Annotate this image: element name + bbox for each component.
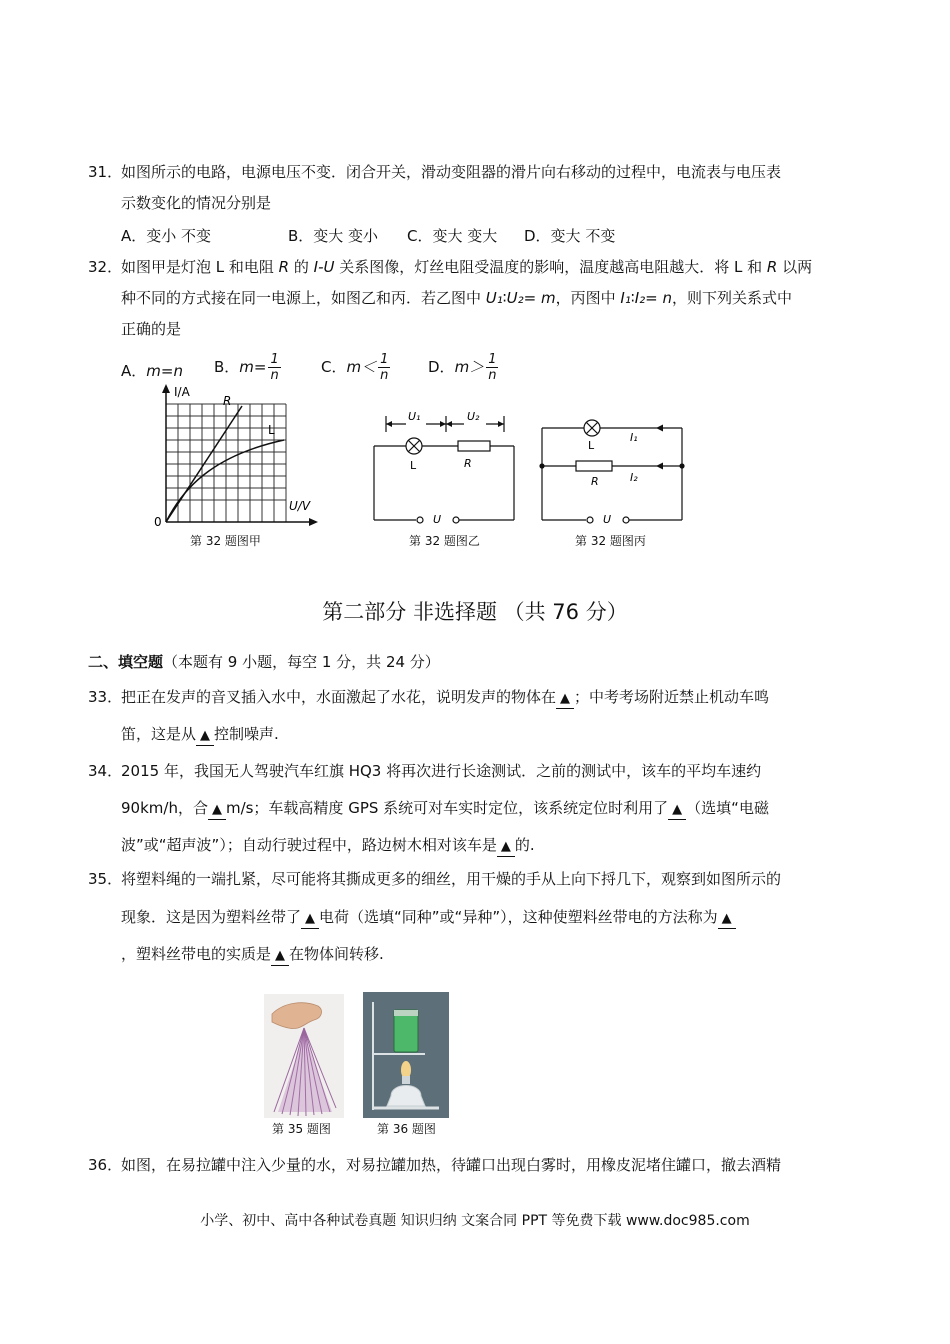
q35-number: 35． [88, 870, 123, 888]
i1-label: I₁ [630, 431, 638, 444]
q31-option-d: D．变大 不变 [524, 227, 616, 245]
terminal-icon [453, 517, 459, 523]
answer-blank[interactable]: ▲ [556, 688, 574, 709]
figure-caption-35: 第 35 题图 [272, 1122, 331, 1136]
q32-option-d: D．m＞ $\frac{1}{n}$ [428, 352, 497, 383]
terminal-icon [587, 517, 593, 523]
origin-label: 0 [154, 515, 162, 529]
q32-option-c: C．m＜ $\frac{1}{n}$ [321, 352, 389, 383]
q34-number: 34． [88, 762, 123, 780]
q32-stem-line3: 正确的是 [121, 320, 182, 338]
fraction-1-over-n: $\frac{1}{n}$ [270, 352, 279, 383]
arrow-icon [656, 463, 663, 470]
resistor-label: R [464, 457, 472, 470]
q31-stem-line2: 示数变化的情况分别是 [121, 194, 272, 212]
arrow-icon [446, 421, 452, 427]
q36-line1: 如图，在易拉罐中注入少量的水，对易拉罐加热，待罐口出现白雾时，用橡皮泥堵住罐口，撤去酒精 [121, 1156, 782, 1174]
q31-option-b: B．变大 变小 [288, 227, 379, 245]
answer-blank[interactable]: ▲ [718, 908, 736, 929]
curve-r-label: R [223, 394, 232, 408]
q36-number: 36． [88, 1156, 123, 1174]
q34-line2: 90km/h，合 ▲ m/s；车载高精度 GPS 系统可对车实时定位，该系统定位时利用了 ▲ （选填“电磁 [121, 798, 769, 820]
curve-l-label: L [268, 423, 275, 437]
source-label: U [603, 513, 612, 526]
u2-label: U₂ [467, 410, 480, 423]
junction-dot [539, 463, 544, 468]
q32-number: 32． [88, 258, 123, 276]
q31-number: 31． [88, 163, 123, 181]
figure-caption-yi: 第 32 题图乙 [409, 534, 480, 548]
lamp-label: L [588, 439, 595, 452]
arrow-icon [656, 425, 663, 432]
part2-title: 第二部分 非选择题 （共 76 分） [322, 600, 628, 624]
q33-line2: 笛，这是从 ▲ 控制噪声. [121, 724, 279, 746]
q31-stem-line1: 如图所示的电路，电源电压不变．闭合开关，滑动变阻器的滑片向右移动的过程中，电流表与电压表 [121, 163, 782, 181]
q32-option-a: A．m=n [121, 362, 183, 380]
arrow-icon [498, 421, 504, 427]
answer-blank[interactable]: ▲ [271, 945, 289, 966]
u1-label: U₁ [408, 410, 421, 423]
arrow-icon [440, 421, 446, 427]
page-footer: 小学、初中、高中各种试卷真题 知识归纳 文案合同 PPT 等免费下载 www.doc985.com [200, 1213, 750, 1229]
answer-blank[interactable]: ▲ [668, 799, 686, 820]
x-axis-arrow-icon [309, 518, 318, 526]
arrow-icon [386, 421, 392, 427]
series-circuit [366, 410, 522, 528]
q32-option-b: B．m= $\frac{1}{n}$ [214, 352, 279, 383]
resistor-icon [576, 461, 612, 471]
can-icon [394, 1010, 418, 1052]
q32-stem-line1: 如图甲是灯泡 L 和电阻 R 的 I-U 关系图像，灯丝电阻受温度的影响，温度越高电阻越大．将 L 和 R 以两 [121, 258, 813, 276]
figure-35-photo [264, 994, 344, 1118]
answer-blank[interactable]: ▲ [196, 725, 214, 746]
resistor-label: R [591, 475, 599, 488]
answer-blank[interactable]: ▲ [208, 799, 226, 820]
resistor-icon [458, 441, 490, 451]
fraction-1-over-n: $\frac{1}{n}$ [380, 352, 389, 383]
y-axis-arrow-icon [162, 384, 170, 393]
figure-36-photo [363, 992, 449, 1118]
q33-line1: 把正在发声的音叉插入水中，水面激起了水花，说明发声的物体在 ▲ ；中考考场附近禁止机动车鸣 [121, 687, 769, 709]
section-heading: 二、填空题（本题有 9 小题，每空 1 分，共 24 分） [88, 653, 440, 671]
iu-graph [150, 382, 320, 530]
q31-option-c: C．变大 变大 [407, 227, 498, 245]
q35-line1: 将塑料绳的一端扎紧，尽可能将其撕成更多的细丝，用干燥的手从上向下捋几下，观察到如图所示的 [121, 870, 782, 888]
terminal-icon [417, 517, 423, 523]
parallel-circuit [536, 414, 690, 528]
figure-caption-36: 第 36 题图 [377, 1122, 436, 1136]
q34-line3: 波”或“超声波”）；自动行驶过程中，路边树木相对该车是 ▲ 的. [121, 835, 535, 857]
lamp-icon [584, 420, 600, 436]
q34-line1: 2015 年，我国无人驾驶汽车红旗 HQ3 将再次进行长途测试．之前的测试中，该车的平均车速约 [121, 762, 762, 780]
junction-dot [679, 463, 684, 468]
q35-line3: ，塑料丝带电的实质是 ▲ 在物体间转移. [121, 944, 384, 966]
answer-blank[interactable]: ▲ [301, 908, 319, 929]
figure-caption-bing: 第 32 题图丙 [575, 534, 646, 548]
y-axis-label: I/A [174, 385, 190, 399]
q33-number: 33． [88, 688, 123, 706]
figure-caption-jia: 第 32 题图甲 [190, 534, 261, 548]
lamp-label: L [410, 459, 417, 472]
answer-blank[interactable]: ▲ [497, 836, 515, 857]
source-label: U [433, 513, 442, 526]
x-axis-label: U/V [289, 499, 311, 513]
lamp-icon [406, 438, 422, 454]
fraction-1-over-n: $\frac{1}{n}$ [488, 352, 497, 383]
graph-grid [166, 404, 286, 522]
q35-line2: 现象．这是因为塑料丝带了 ▲ 电荷（选填“同种”或“异种”），这种使塑料丝带电的方法称为 ▲ [121, 907, 736, 929]
q31-option-a: A．变小 不变 [121, 227, 212, 245]
terminal-icon [623, 517, 629, 523]
q32-stem-line2: 种不同的方式接在同一电源上，如图乙和丙．若乙图中 U₁∶U₂= m，丙图中 I₁∶I₂= n，则下列关系式中 [121, 289, 793, 307]
i2-label: I₂ [630, 471, 638, 484]
